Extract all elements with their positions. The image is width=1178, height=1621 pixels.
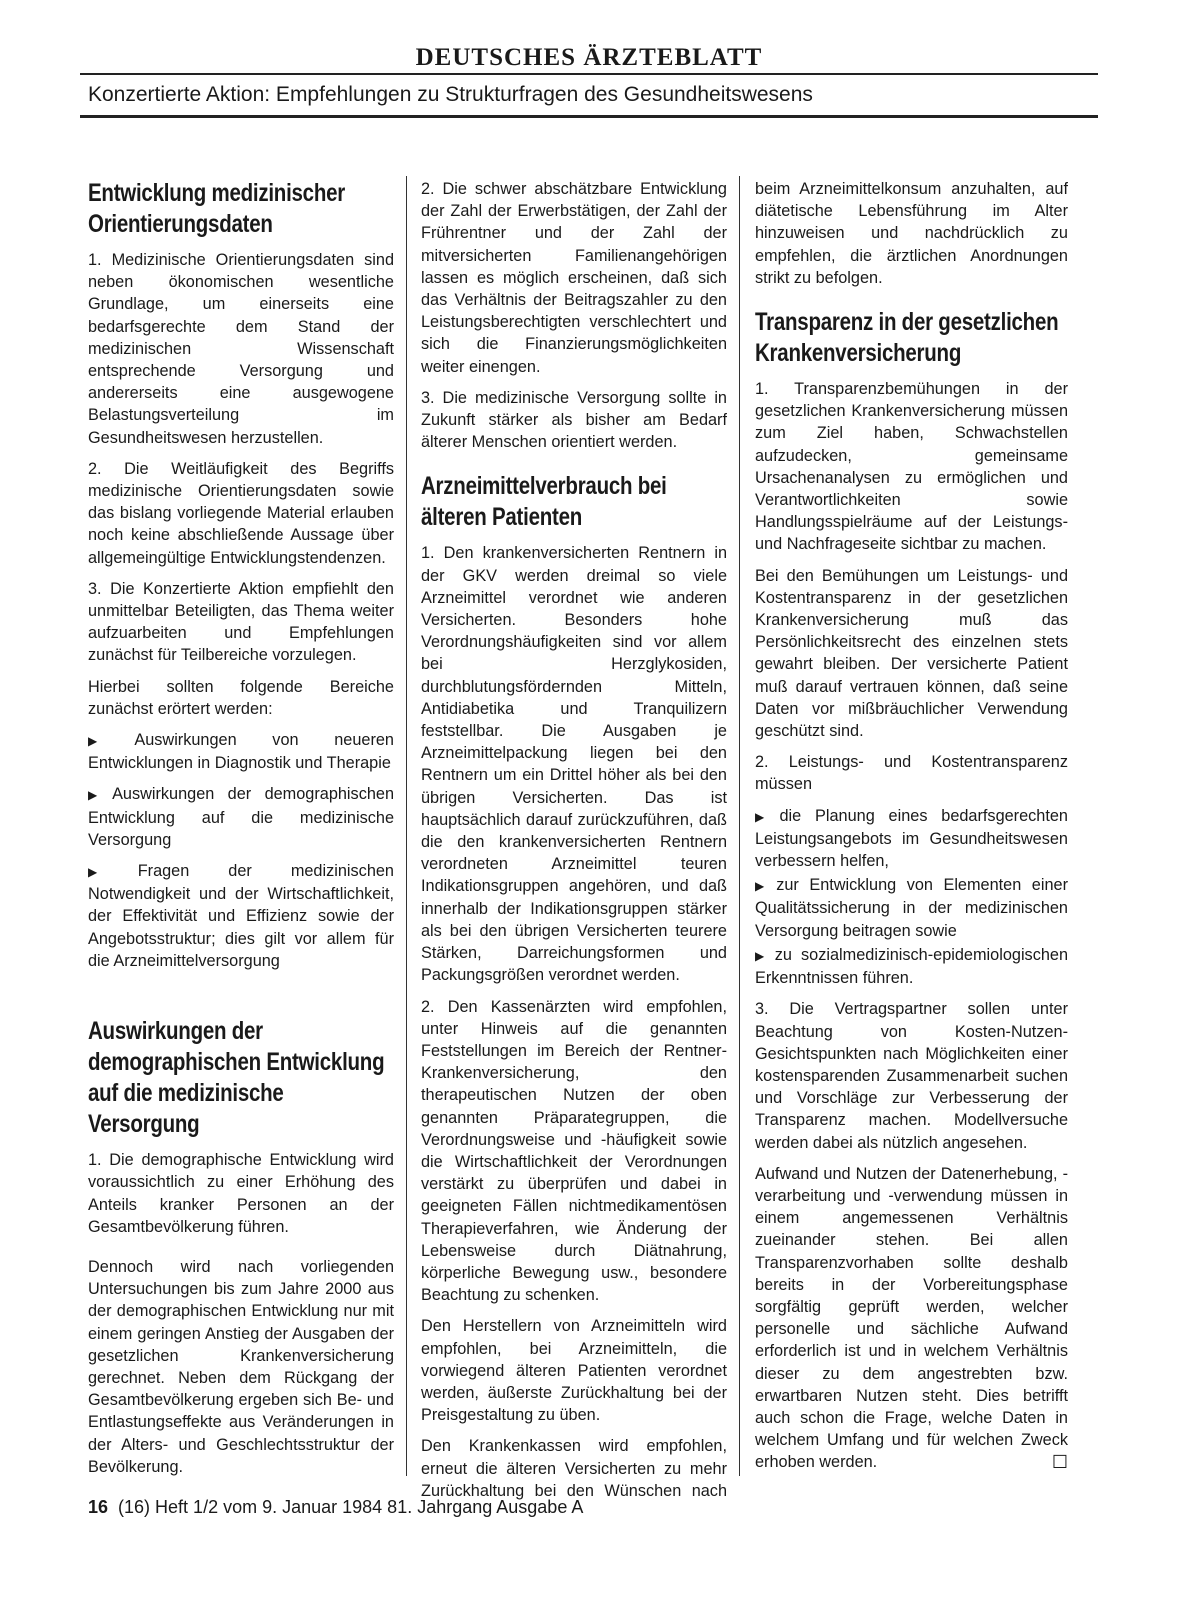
heading-demographie: Auswirkungen der demographischen Entwicklung auf die medizinische Versorgung: [88, 1017, 385, 1139]
header-rule: [80, 73, 1098, 75]
column-1: [88, 178, 394, 1500]
paragraph: Hierbei sollten folgende Bereiche zunächst erörtert werden:: [88, 677, 394, 718]
paragraph: 2. Die Weitläufigkeit des Begriffs medizinische Orientierungsdaten sowie das bislang vorliegende Material erlauben noch keine abschließende Aussage über allgemeingültige Entwicklungstendenzen.: [88, 459, 394, 567]
column-3: [755, 178, 1068, 1500]
bullet-text: zur Entwicklung von Elementen einer Qualitätssicherung in der medizinischen Versorgung beitragen sowie: [755, 876, 1068, 940]
column-divider: [739, 176, 740, 1476]
column-divider: [406, 176, 407, 1476]
page-number: 16: [88, 1497, 109, 1517]
paragraph: Bei den Bemühungen um Leistungs- und Kostentransparenz in der gesetzlichen Krankenversicherung muß das Persönlichkeitsrecht des einzelnen stets gewahrt bleiben. Der versicherte Patient muß darauf vertrauen können, daß seine Daten vor mißbräuchlicher Verwendung geschützt sind.: [755, 566, 1068, 741]
section-subtitle: Konzertierte Aktion: Empfehlungen zu Strukturfragen des Gesundheitswesens: [88, 83, 813, 106]
paragraph: Den Herstellern von Arzneimitteln wird empfohlen, bei Arzneimitteln, die vorwiegend älteren Patienten verordnet werden, äußerste Zurückhaltung bei der Preisgestaltung zu üben.: [421, 1317, 727, 1425]
heading-transparenz: Transparenz in der gesetzlichen Krankenversicherung: [755, 308, 1059, 368]
bullet-text: Auswirkungen der demographischen Entwicklung auf die medizinische Versorgung: [88, 785, 394, 849]
paragraph: 1. Medizinische Orientierungsdaten sind neben ökonomischen wesentliche Grundlage, um einerseits eine bedarfsgerechte dem Stand der medizinischen Wissenschaft entsprechende Versorgung und andererseits eine ausgewogene Belastungsverteilung im Gesundheitswesen herzustellen.: [88, 251, 394, 447]
bullet-item: [755, 874, 1068, 942]
heading-orientierungsdaten: Entwicklung medizinischer Orientierungsdaten: [88, 179, 345, 238]
bullet-text: Fragen der medizinischen Notwendigkeit und der Wirtschaftlichkeit, der Effektivität und Effizienz sowie der Angebotsstruktur; dies gilt vor allem für die Arzneimittelversorgung: [88, 862, 394, 970]
paragraph: 1. Den krankenversicherten Rentnern in der GKV werden dreimal so viele Arzneimittel verordnet wie anderen Versicherten. Besonders hohe Verordnungshäufigkeiten sind vor allem bei Herzglykosiden, durchblutungsfördernden Mitteln, Antidiabetika und Tranquilizern feststellbar. Die Ausgaben je Arzneimittelpackung liegen bei den Rentnern um ein Drittel höher als bei den übrigen Versicherten. Das ist hauptsächlich darauf zurückzuführen, daß die den krankenversicherten Rentnern verordneten Arzneimittel teuren Indikationsgruppen angehören, und daß innerhalb der Indikationsgruppen stärker als bei den übrigen Versicherten teurere Stärken, Darreichungsformen und Packungsgrößen verordnet werden.: [421, 544, 727, 985]
bullet-item: [755, 805, 1068, 873]
end-mark-icon: ☐: [1051, 1452, 1068, 1473]
header-rule-bottom: [80, 115, 1098, 118]
paragraph: 3. Die medizinische Versorgung sollte in Zukunft stärker als bisher am Bedarf älterer Menschen orientiert werden.: [421, 388, 727, 452]
bullet-text: die Planung eines bedarfsgerechten Leistungsangebots im Gesundheitswesen verbessern helfen,: [755, 806, 1068, 871]
paragraph: 1. Die demographische Entwicklung wird voraussichtlich zu einer Erhöhung des Anteils kranker Personen an der Gesamtbevölkerung führen.: [88, 1151, 394, 1236]
bullet-item: [88, 729, 394, 774]
bullet-item: [88, 783, 394, 851]
paragraph: Dennoch wird nach vorliegenden Untersuchungen bis zum Jahre 2000 aus der demographischen Entwicklung nur mit einem geringen Anstieg der Ausgaben der gesetzlichen Krankenversicherung gerechnet. Neben dem Rückgang der Gesamtbevölkerung ergeben sich Be- und Entlastungseffekte aus Veränderungen in der Alters- und Geschlechtsstruktur der Bevölkerung.: [88, 1257, 394, 1476]
column-2: [421, 178, 727, 1500]
paragraph: 3. Die Konzertierte Aktion empfiehlt den unmittelbar Beteiligten, das Thema weiter aufzuarbeiten und Empfehlungen zunächst für Teilbereiche vorzulegen.: [88, 579, 394, 665]
paragraph: beim Arzneimittelkonsum anzuhalten, auf diätetische Lebensführung im Alter hinzuweisen und nachdrücklich zu empfehlen, die ärztlichen Anordnungen strikt zu befolgen.: [755, 180, 1068, 287]
bullet-item: [755, 944, 1068, 989]
issue-info: (16) Heft 1/2 vom 9. Januar 1984 81. Jahrgang Ausgabe A: [118, 1497, 584, 1517]
bullet-text: zu sozialmedizinisch-epidemiologischen Erkenntnissen führen.: [755, 945, 1068, 988]
bullet-text: Auswirkungen von neueren Entwicklungen in Diagnostik und Therapie: [88, 731, 394, 773]
page-footer: [88, 1497, 583, 1518]
bullet-item: [88, 860, 394, 972]
paragraph-text: Aufwand und Nutzen der Datenerhebung, -verarbeitung und -verwendung müssen in einem angemessenen Verhältnis zueinander stehen. Bei allen Transparenzvorhaben sollte deshalb bereits in der Vorbereitungsphase sorgfältig geprüft werden, welcher personelle und sächliche Aufwand erforderlich ist und in welchem Verhältnis dieser zu dem angestrebten bzw. erwartbaren Nutzen steht. Dies betrifft auch schon die Frage, welche Daten in welchem Umfang und für welchen Zweck erhoben werden.: [755, 1164, 1068, 1472]
paragraph: 2. Die schwer abschätzbare Entwicklung der Zahl der Erwerbstätigen, der Zahl der Frührentner und der Zahl der mitversicherten Familienangehörigen lassen es möglich erscheinen, daß sich das Verhältnis der Beitragszahler zu den Leistungsberechtigten verschlechtert und sich die Finanzierungsmöglichkeiten weiter einengen.: [421, 180, 727, 376]
paragraph: 1. Transparenzbemühungen in der gesetzlichen Krankenversicherung müssen zum Ziel haben, Schwachstellen aufzudecken, gemeinsame Ursachenanalysen zu ermöglichen und Verantwortlichkeiten sowie Handlungsspielräume auf der Leistungs- und Nachfrageseite sichtbar zu machen.: [755, 380, 1068, 554]
journal-title: DEUTSCHES ÄRZTEBLATT: [415, 44, 763, 71]
paragraph: 3. Die Vertragspartner sollen unter Beachtung von Kosten-Nutzen-Gesichtspunkten nach Möglichkeiten einer kostensparenden Zusammenarbeit suchen und Vorschläge zur Verbesserung der Transparenz machen. Modellversuche werden dabei als nützlich angesehen.: [755, 1000, 1068, 1152]
paragraph: 2. Den Kassenärzten wird empfohlen, unter Hinweis auf die genannten Feststellungen im Bereich der Rentner-Krankenversicherung, den therapeutischen Nutzen der oben genannten Präparategruppen, die Verordnungsweise und -häufigkeit sowie die Wirtschaftlichkeit der Verordnungen verstärkt zu überprüfen und dabei in geeigneten Fällen nichtmedikamentösen Therapieverfahren, wie Änderung der Lebensweise durch Diätnahrung, körperliche Bewegung usw., besondere Beachtung zu schenken.: [421, 997, 727, 1305]
paragraph: [755, 1163, 1068, 1474]
paragraph: Den Krankenkassen wird empfohlen, erneut die älteren Versicherten zu mehr Zurückhaltung bei den Wünschen nach: [421, 1437, 727, 1500]
paragraph: 2. Leistungs- und Kostentransparenz müssen: [755, 753, 1068, 794]
heading-arzneimittelverbrauch: Arzneimittelverbrauch bei älteren Patienten: [421, 472, 667, 532]
